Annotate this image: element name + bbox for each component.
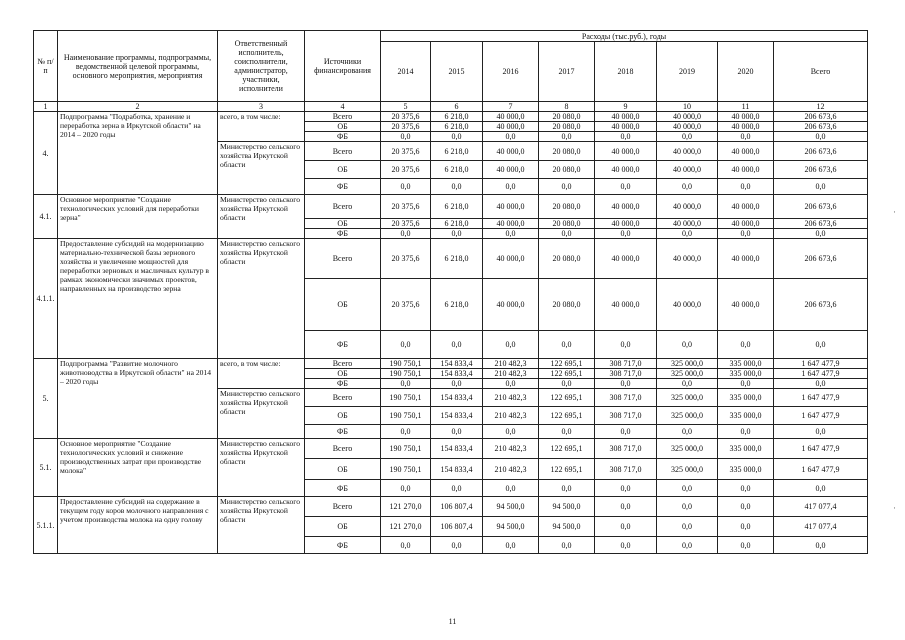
year-value-cell: 325 000,0 — [657, 369, 718, 379]
year-value-cell: 0,0 — [483, 480, 539, 497]
total-cell: 1 647 477,9 — [774, 439, 868, 459]
year-value-cell: 6 218,0 — [431, 219, 483, 229]
year-value-cell: 20 080,0 — [539, 122, 595, 132]
year-value-cell: 308 717,0 — [595, 459, 657, 480]
funding-source: ОБ — [305, 517, 381, 537]
header-year: 2018 — [595, 42, 657, 102]
item-name: Основное мероприятие "Создание технологических условий и снижение производственных затрат при производстве молока" — [58, 439, 218, 497]
index-row — [34, 102, 868, 112]
budget-table — [33, 30, 868, 554]
index-cell: 11 — [718, 102, 774, 112]
total-cell: 1 647 477,9 — [774, 389, 868, 407]
year-value-cell: 40 000,0 — [595, 219, 657, 229]
year-value-cell: 335 000,0 — [718, 389, 774, 407]
year-value-cell: 0,0 — [431, 480, 483, 497]
year-value-cell: 0,0 — [595, 379, 657, 389]
total-cell: 0,0 — [774, 331, 868, 359]
item-name: Предоставление субсидий на содержание в текущем году коров молочного направления с учетом производства молока на одну голову — [58, 497, 218, 554]
total-cell: 0,0 — [774, 537, 868, 554]
header-name: Наименование программы, подпрограммы, ведомственной целевой программы, основного мероприятия, мероприятия — [58, 31, 218, 102]
funding-source: Всего — [305, 389, 381, 407]
row-number: 5.1. — [34, 439, 58, 497]
funding-source: ФБ — [305, 229, 381, 239]
table-row — [34, 195, 868, 219]
responsible-executor: Министерство сельского хозяйства Иркутской области — [218, 439, 305, 497]
total-cell: 206 673,6 — [774, 161, 868, 179]
year-value-cell: 0,0 — [718, 480, 774, 497]
funding-source: ФБ — [305, 132, 381, 142]
year-value-cell: 0,0 — [718, 179, 774, 195]
year-value-cell: 40 000,0 — [718, 279, 774, 331]
item-name: Предоставление субсидий на модернизацию материально-технической базы зернового хозяйства и увеличение мощностей для переработки зерновых и масличных культур в рамках экономически значимых проектов, направленных на производство зерна — [58, 239, 218, 359]
year-value-cell: 210 482,3 — [483, 407, 539, 425]
year-value-cell: 0,0 — [539, 331, 595, 359]
year-value-cell: 0,0 — [431, 331, 483, 359]
total-cell: 206 673,6 — [774, 142, 868, 161]
year-value-cell: 0,0 — [539, 132, 595, 142]
year-value-cell: 20 080,0 — [539, 219, 595, 229]
year-value-cell: 6 218,0 — [431, 142, 483, 161]
responsible-executor: Министерство сельского хозяйства Иркутской области — [218, 497, 305, 554]
year-value-cell: 154 833,4 — [431, 359, 483, 369]
index-cell: 2 — [58, 102, 218, 112]
year-value-cell: 0,0 — [431, 379, 483, 389]
year-value-cell: 40 000,0 — [657, 122, 718, 132]
year-value-cell: 154 833,4 — [431, 369, 483, 379]
year-value-cell: 40 000,0 — [657, 112, 718, 122]
year-value-cell: 40 000,0 — [595, 112, 657, 122]
total-cell: 417 077,4 — [774, 517, 868, 537]
year-value-cell: 40 000,0 — [657, 279, 718, 331]
total-cell: 206 673,6 — [774, 239, 868, 279]
year-value-cell: 20 375,6 — [381, 112, 431, 122]
item-name: Подпрограмма "Развитие молочного животноводства в Иркутской области" на 2014 – 2020 годы — [58, 359, 218, 439]
year-value-cell: 190 750,1 — [381, 359, 431, 369]
year-value-cell: 154 833,4 — [431, 389, 483, 407]
index-cell: 5 — [381, 102, 431, 112]
year-value-cell: 0,0 — [657, 497, 718, 517]
year-value-cell: 122 695,1 — [539, 407, 595, 425]
year-value-cell: 106 807,4 — [431, 517, 483, 537]
year-value-cell: 154 833,4 — [431, 439, 483, 459]
year-value-cell: 0,0 — [718, 497, 774, 517]
year-value-cell: 40 000,0 — [657, 142, 718, 161]
responsible-executor: Министерство сельского хозяйства Иркутской области — [218, 195, 305, 239]
funding-source: Всего — [305, 142, 381, 161]
year-value-cell: 325 000,0 — [657, 407, 718, 425]
funding-source: ОБ — [305, 161, 381, 179]
year-value-cell: 0,0 — [381, 537, 431, 554]
year-value-cell: 0,0 — [718, 229, 774, 239]
year-value-cell: 94 500,0 — [483, 497, 539, 517]
index-cell: 6 — [431, 102, 483, 112]
total-cell: 1 647 477,9 — [774, 459, 868, 480]
year-value-cell: 0,0 — [595, 179, 657, 195]
year-value-cell: 0,0 — [595, 331, 657, 359]
year-value-cell: 0,0 — [483, 132, 539, 142]
header-source: Источники финансирования — [305, 31, 381, 102]
year-value-cell: 94 500,0 — [539, 497, 595, 517]
funding-source: Всего — [305, 239, 381, 279]
total-cell: 206 673,6 — [774, 219, 868, 229]
year-value-cell: 308 717,0 — [595, 389, 657, 407]
year-value-cell: 122 695,1 — [539, 459, 595, 480]
total-cell: 1 647 477,9 — [774, 369, 868, 379]
year-value-cell: 20 080,0 — [539, 161, 595, 179]
year-value-cell: 190 750,1 — [381, 369, 431, 379]
year-value-cell: 20 080,0 — [539, 112, 595, 122]
header-expenses: Расходы (тыс.руб.), годы — [381, 31, 868, 42]
year-value-cell: 40 000,0 — [595, 161, 657, 179]
year-value-cell: 0,0 — [595, 229, 657, 239]
year-value-cell: 0,0 — [381, 331, 431, 359]
year-value-cell: 0,0 — [483, 229, 539, 239]
year-value-cell: 0,0 — [718, 425, 774, 439]
year-value-cell: 0,0 — [718, 331, 774, 359]
year-value-cell: 40 000,0 — [595, 195, 657, 219]
responsible-executor: Министерство сельского хозяйства Иркутской области — [218, 142, 305, 195]
year-value-cell: 20 080,0 — [539, 279, 595, 331]
year-value-cell: 0,0 — [595, 132, 657, 142]
year-value-cell: 40 000,0 — [657, 195, 718, 219]
year-value-cell: 0,0 — [718, 132, 774, 142]
year-value-cell: 40 000,0 — [483, 219, 539, 229]
total-cell: 0,0 — [774, 379, 868, 389]
total-cell: 206 673,6 — [774, 122, 868, 132]
funding-source: ФБ — [305, 425, 381, 439]
year-value-cell: 122 695,1 — [539, 389, 595, 407]
year-value-cell: 20 375,6 — [381, 195, 431, 219]
header-total: Всего — [774, 42, 868, 102]
funding-source: ОБ — [305, 219, 381, 229]
index-cell: 7 — [483, 102, 539, 112]
year-value-cell: 308 717,0 — [595, 369, 657, 379]
total-cell: 0,0 — [774, 425, 868, 439]
year-value-cell: 0,0 — [483, 331, 539, 359]
index-cell: 9 — [595, 102, 657, 112]
year-value-cell: 0,0 — [718, 517, 774, 537]
year-value-cell: 20 375,6 — [381, 161, 431, 179]
table-row — [34, 497, 868, 517]
year-value-cell: 20 080,0 — [539, 142, 595, 161]
total-cell: 0,0 — [774, 132, 868, 142]
year-value-cell: 210 482,3 — [483, 389, 539, 407]
funding-source: ОБ — [305, 122, 381, 132]
header-no: № п/п — [34, 31, 58, 102]
year-value-cell: 0,0 — [657, 229, 718, 239]
year-value-cell: 335 000,0 — [718, 459, 774, 480]
year-value-cell: 0,0 — [381, 379, 431, 389]
year-value-cell: 40 000,0 — [595, 142, 657, 161]
year-value-cell: 210 482,3 — [483, 459, 539, 480]
year-value-cell: 40 000,0 — [483, 195, 539, 219]
year-value-cell: 20 375,6 — [381, 219, 431, 229]
year-value-cell: 0,0 — [718, 537, 774, 554]
total-cell: 0,0 — [774, 229, 868, 239]
year-value-cell: 0,0 — [657, 480, 718, 497]
year-value-cell: 0,0 — [539, 537, 595, 554]
year-value-cell: 40 000,0 — [718, 122, 774, 132]
item-name: Подпрограмма "Подработка, хранение и переработка зерна в Иркутской области" на 2014 – 2020 годы — [58, 112, 218, 195]
year-value-cell: 0,0 — [595, 497, 657, 517]
year-value-cell: 6 218,0 — [431, 112, 483, 122]
year-value-cell: 40 000,0 — [483, 239, 539, 279]
funding-source: Всего — [305, 359, 381, 369]
year-value-cell: 0,0 — [595, 425, 657, 439]
year-value-cell: 0,0 — [381, 480, 431, 497]
header-year: 2017 — [539, 42, 595, 102]
funding-source: ФБ — [305, 331, 381, 359]
year-value-cell: 94 500,0 — [539, 517, 595, 537]
year-value-cell: 308 717,0 — [595, 359, 657, 369]
funding-source: ФБ — [305, 179, 381, 195]
index-cell: 8 — [539, 102, 595, 112]
year-value-cell: 154 833,4 — [431, 407, 483, 425]
year-value-cell: 0,0 — [483, 379, 539, 389]
year-value-cell: 154 833,4 — [431, 459, 483, 480]
year-value-cell: 20 080,0 — [539, 195, 595, 219]
year-value-cell: 6 218,0 — [431, 279, 483, 331]
table-body — [34, 112, 868, 554]
year-value-cell: 0,0 — [381, 179, 431, 195]
year-value-cell: 325 000,0 — [657, 459, 718, 480]
funding-source: Всего — [305, 497, 381, 517]
header-year: 2020 — [718, 42, 774, 102]
year-value-cell: 20 375,6 — [381, 279, 431, 331]
margin-mark: · — [893, 207, 896, 217]
year-value-cell: 0,0 — [539, 480, 595, 497]
year-value-cell: 40 000,0 — [595, 279, 657, 331]
year-value-cell: 40 000,0 — [483, 142, 539, 161]
year-value-cell: 0,0 — [431, 537, 483, 554]
year-value-cell: 40 000,0 — [657, 239, 718, 279]
year-value-cell: 335 000,0 — [718, 369, 774, 379]
total-cell: 206 673,6 — [774, 279, 868, 331]
responsible-executor: Министерство сельского хозяйства Иркутской области — [218, 389, 305, 439]
funding-source: ФБ — [305, 379, 381, 389]
year-value-cell: 0,0 — [381, 425, 431, 439]
year-value-cell: 121 270,0 — [381, 517, 431, 537]
year-value-cell: 0,0 — [595, 517, 657, 537]
responsible-executor: Министерство сельского хозяйства Иркутской области — [218, 239, 305, 359]
year-value-cell: 0,0 — [483, 425, 539, 439]
funding-source: ФБ — [305, 480, 381, 497]
year-value-cell: 325 000,0 — [657, 389, 718, 407]
table-row — [34, 239, 868, 279]
funding-source: Всего — [305, 195, 381, 219]
year-value-cell: 20 375,6 — [381, 239, 431, 279]
year-value-cell: 335 000,0 — [718, 407, 774, 425]
year-value-cell: 0,0 — [539, 425, 595, 439]
row-number: 4.1. — [34, 195, 58, 239]
row-number: 4. — [34, 112, 58, 195]
year-value-cell: 0,0 — [595, 480, 657, 497]
year-value-cell: 0,0 — [381, 132, 431, 142]
year-value-cell: 0,0 — [483, 179, 539, 195]
year-value-cell: 325 000,0 — [657, 439, 718, 459]
funding-source: Всего — [305, 439, 381, 459]
year-value-cell: 40 000,0 — [483, 112, 539, 122]
year-value-cell: 0,0 — [539, 179, 595, 195]
year-value-cell: 121 270,0 — [381, 497, 431, 517]
year-value-cell: 40 000,0 — [718, 112, 774, 122]
year-value-cell: 190 750,1 — [381, 439, 431, 459]
page-number: 11 — [448, 617, 457, 626]
year-value-cell: 6 218,0 — [431, 161, 483, 179]
year-value-cell: 94 500,0 — [483, 517, 539, 537]
year-value-cell: 40 000,0 — [718, 142, 774, 161]
year-value-cell: 6 218,0 — [431, 122, 483, 132]
year-value-cell: 210 482,3 — [483, 359, 539, 369]
year-value-cell: 190 750,1 — [381, 389, 431, 407]
year-value-cell: 325 000,0 — [657, 359, 718, 369]
table-row — [34, 439, 868, 459]
header-responsible: Ответственный исполнитель, соисполнители, администратор, участники, исполнители — [218, 31, 305, 102]
total-cell: 417 077,4 — [774, 497, 868, 517]
year-value-cell: 40 000,0 — [483, 279, 539, 331]
year-value-cell: 40 000,0 — [718, 195, 774, 219]
year-value-cell: 40 000,0 — [595, 122, 657, 132]
funding-source: ОБ — [305, 279, 381, 331]
year-value-cell: 122 695,1 — [539, 369, 595, 379]
year-value-cell: 0,0 — [657, 132, 718, 142]
year-value-cell: 0,0 — [431, 132, 483, 142]
year-value-cell: 6 218,0 — [431, 239, 483, 279]
item-name: Основное мероприятие "Создание технологических условий для переработки зерна" — [58, 195, 218, 239]
index-cell: 10 — [657, 102, 718, 112]
funding-source: ФБ — [305, 537, 381, 554]
year-value-cell: 40 000,0 — [483, 161, 539, 179]
year-value-cell: 0,0 — [657, 331, 718, 359]
year-value-cell: 308 717,0 — [595, 439, 657, 459]
index-cell: 1 — [34, 102, 58, 112]
year-value-cell: 190 750,1 — [381, 459, 431, 480]
total-cell: 206 673,6 — [774, 195, 868, 219]
year-value-cell: 0,0 — [657, 537, 718, 554]
responsible-executor: всего, в том числе: — [218, 359, 305, 389]
row-number: 5.1.1. — [34, 497, 58, 554]
year-value-cell: 0,0 — [657, 179, 718, 195]
year-value-cell: 0,0 — [431, 229, 483, 239]
index-cell: 12 — [774, 102, 868, 112]
total-cell: 206 673,6 — [774, 112, 868, 122]
responsible-executor: всего, в том числе: — [218, 112, 305, 142]
year-value-cell: 210 482,3 — [483, 439, 539, 459]
year-value-cell: 40 000,0 — [595, 239, 657, 279]
year-value-cell: 0,0 — [657, 517, 718, 537]
index-cell: 3 — [218, 102, 305, 112]
year-value-cell: 0,0 — [483, 537, 539, 554]
table-row — [34, 112, 868, 122]
year-value-cell: 40 000,0 — [483, 122, 539, 132]
total-cell: 0,0 — [774, 480, 868, 497]
year-value-cell: 0,0 — [657, 425, 718, 439]
total-cell: 1 647 477,9 — [774, 407, 868, 425]
funding-source: ОБ — [305, 407, 381, 425]
header-year: 2014 — [381, 42, 431, 102]
year-value-cell: 335 000,0 — [718, 359, 774, 369]
funding-source: ОБ — [305, 369, 381, 379]
year-value-cell: 20 375,6 — [381, 142, 431, 161]
year-value-cell: 308 717,0 — [595, 407, 657, 425]
year-value-cell: 40 000,0 — [718, 161, 774, 179]
header-year: 2015 — [431, 42, 483, 102]
funding-source: ОБ — [305, 459, 381, 480]
row-number: 5. — [34, 359, 58, 439]
year-value-cell: 6 218,0 — [431, 195, 483, 219]
year-value-cell: 0,0 — [381, 229, 431, 239]
year-value-cell: 210 482,3 — [483, 369, 539, 379]
year-value-cell: 122 695,1 — [539, 439, 595, 459]
year-value-cell: 122 695,1 — [539, 359, 595, 369]
total-cell: 0,0 — [774, 179, 868, 195]
funding-source: Всего — [305, 112, 381, 122]
header-year: 2016 — [483, 42, 539, 102]
total-cell: 1 647 477,9 — [774, 359, 868, 369]
year-value-cell: 40 000,0 — [657, 161, 718, 179]
table-row — [34, 359, 868, 369]
year-value-cell: 20 080,0 — [539, 239, 595, 279]
year-value-cell: 190 750,1 — [381, 407, 431, 425]
margin-mark: · — [893, 503, 896, 513]
year-value-cell: 335 000,0 — [718, 439, 774, 459]
index-cell: 4 — [305, 102, 381, 112]
year-value-cell: 0,0 — [718, 379, 774, 389]
row-number: 4.1.1. — [34, 239, 58, 359]
year-value-cell: 0,0 — [431, 179, 483, 195]
year-value-cell: 0,0 — [657, 379, 718, 389]
year-value-cell: 106 807,4 — [431, 497, 483, 517]
year-value-cell: 0,0 — [595, 537, 657, 554]
year-value-cell: 0,0 — [431, 425, 483, 439]
year-value-cell: 40 000,0 — [718, 219, 774, 229]
year-value-cell: 40 000,0 — [657, 219, 718, 229]
year-value-cell: 20 375,6 — [381, 122, 431, 132]
header-year: 2019 — [657, 42, 718, 102]
year-value-cell: 0,0 — [539, 229, 595, 239]
year-value-cell: 40 000,0 — [718, 239, 774, 279]
year-value-cell: 0,0 — [539, 379, 595, 389]
table-header-row — [34, 31, 868, 42]
